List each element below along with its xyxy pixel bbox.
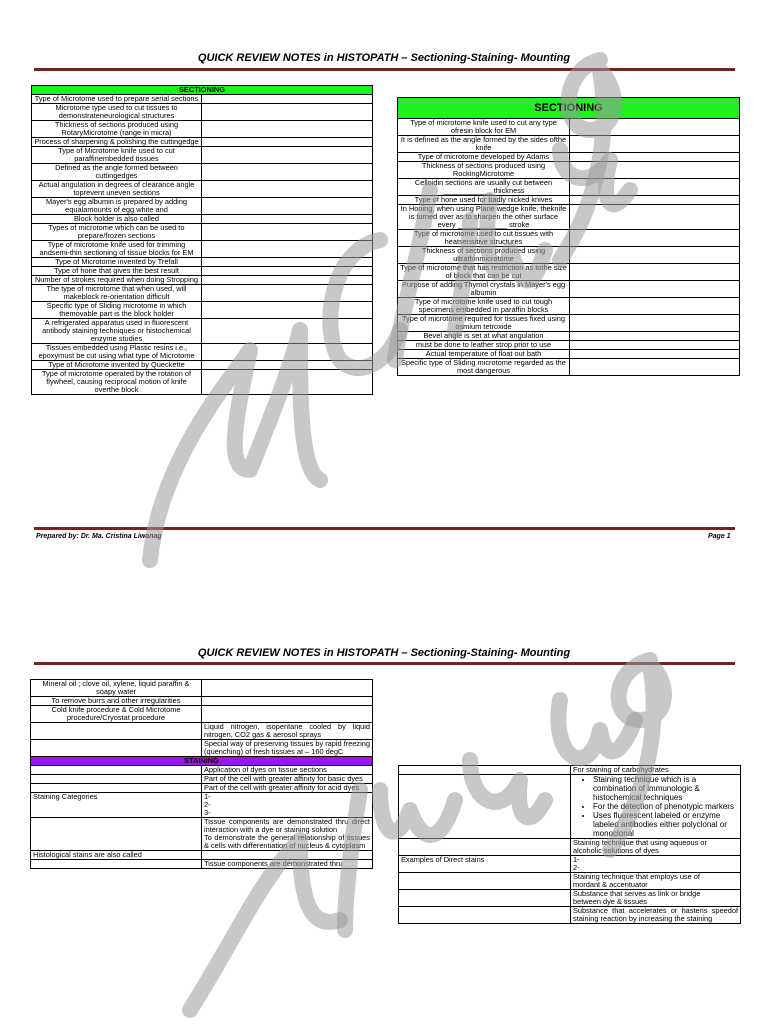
table-row	[32, 147, 373, 164]
table-row	[398, 247, 740, 264]
answer-cell	[202, 164, 373, 181]
question-cell: must be done to leather strop prior to use	[398, 341, 570, 350]
table-row	[32, 361, 373, 370]
answer-cell	[202, 267, 373, 276]
table-row	[398, 136, 740, 153]
answer-cell: Substance that accelerates or hastens speedof staining reaction by increasing the staining	[571, 907, 741, 924]
table-row	[31, 706, 373, 723]
answer-cell	[202, 258, 373, 267]
table-row	[398, 205, 740, 230]
answer-cell	[570, 264, 740, 281]
table-row	[398, 332, 740, 341]
question-cell: Histological stains are also called	[31, 851, 202, 860]
table-row	[32, 319, 373, 344]
table-row	[31, 680, 373, 697]
question-cell: Type of microtome required for tissues fixed using osmium tetroxide	[398, 315, 570, 332]
table-row	[32, 138, 373, 147]
page1-bottom-rule	[34, 527, 735, 530]
question-cell: A refrigerated apparatus used in fluorescent antibody staining techniques or histochemical enzyme studies	[32, 319, 202, 344]
question-cell	[31, 766, 202, 775]
answer-cell	[202, 181, 373, 198]
question-cell: Purpose of adding Thymol crystals in Mayer's egg albumin	[398, 281, 570, 298]
answer-cell: Special way of preserving tissues by rapid freezing (quenching) of fresh tissues at – 160 degC	[202, 740, 373, 757]
answer-cell	[570, 281, 740, 298]
table-row	[398, 281, 740, 298]
answer-cell: Application of dyes on tissue sections	[202, 766, 373, 775]
answer-cell: Tissue components are demonstrated thru	[202, 860, 373, 869]
question-cell: Type of microtome knife used to cut any type ofresin block for EM	[398, 119, 570, 136]
table-row	[31, 723, 373, 740]
table-row	[32, 267, 373, 276]
list-item: • For the detection of phenotypic markers	[593, 802, 738, 811]
answer-cell	[202, 344, 373, 361]
question-cell: To remove burrs and other irregularities	[31, 697, 202, 706]
table-row	[399, 775, 741, 839]
question-cell: Examples of Direct stains	[399, 856, 571, 873]
question-cell: Tissues embedded using Plastic resins i.e., epoxymust be cut using what type of Microtome	[32, 344, 202, 361]
answer-cell	[570, 247, 740, 264]
table-row	[32, 370, 373, 395]
question-cell: The type of microtome that when used, will makeblock re-orientation difficult	[32, 285, 202, 302]
answer-cell	[570, 196, 740, 205]
table-row	[31, 740, 373, 757]
table-row	[31, 851, 373, 860]
answer-cell	[202, 680, 373, 697]
table-row	[32, 198, 373, 215]
table-row	[31, 784, 373, 793]
question-cell: It is defined as the angle formed by the sides ofthe knife	[398, 136, 570, 153]
answer-cell	[202, 285, 373, 302]
page1-right-table	[397, 97, 740, 376]
page1-footer-author: Prepared by: Dr. Ma. Cristina Liwanag	[36, 533, 162, 540]
question-cell: Type of microtome that has restriction as tothe size of block that can be cut	[398, 264, 570, 281]
answer-cell	[570, 332, 740, 341]
question-cell: Staining Categories	[31, 793, 202, 818]
page1-top-rule	[34, 68, 735, 71]
question-cell: Type of Microtome invented by Trefall	[32, 258, 202, 267]
answer-cell	[570, 315, 740, 332]
bullet-list	[573, 775, 738, 838]
question-cell: Specific type of Sliding microtome in which themovable part is the block holder	[32, 302, 202, 319]
question-cell: Actual angulation in degrees of clearance angle toprevent uneven sections	[32, 181, 202, 198]
table-row	[32, 215, 373, 224]
answer-cell: Liquid nitrogen, isopentane cooled by liquid nitrogen, CO2 gas & aerosol sprays	[202, 723, 373, 740]
answer-cell	[570, 153, 740, 162]
table-row	[399, 873, 741, 890]
table-row	[398, 230, 740, 247]
answer-cell	[202, 241, 373, 258]
question-cell	[31, 740, 202, 757]
table-row	[398, 341, 740, 350]
answer-cell	[202, 121, 373, 138]
page2-top-rule	[34, 662, 735, 665]
answer-cell	[570, 298, 740, 315]
answer-cell	[202, 224, 373, 241]
table-row	[399, 890, 741, 907]
question-cell: Type of Microtome invented by Queckette	[32, 361, 202, 370]
table-row	[31, 793, 373, 818]
table-row	[32, 241, 373, 258]
question-cell: Type of Microtome knife used to cut paraffinembedded tissues	[32, 147, 202, 164]
question-cell: Specific type of Sliding microtome regarded as the most dangerous	[398, 359, 570, 376]
page1-left-table	[31, 85, 373, 395]
table-row	[32, 95, 373, 104]
question-cell: Thickness of sections produced using RotaryMicrotome (range in micra)	[32, 121, 202, 138]
answer-cell	[570, 350, 740, 359]
answer-cell	[202, 706, 373, 723]
question-cell: Thickness of sections produced using RockingMicrotome	[398, 162, 570, 179]
list-item: • Uses fluorescent labeled or enzyme labeled antibodies either polyclonal or monoclonal	[593, 811, 738, 838]
question-cell: Thickness of sections produced using ultrathinmicrotome	[398, 247, 570, 264]
question-cell	[31, 860, 202, 869]
answer-cell: 1- 2-	[571, 856, 741, 873]
table-row	[32, 164, 373, 181]
answer-cell	[202, 276, 373, 285]
answer-cell	[202, 147, 373, 164]
question-cell	[399, 766, 571, 775]
list-item: • Staining technique which is a combination of immunologic & histochemical techniques	[593, 775, 738, 802]
answer-cell: 1- 2- 3-	[202, 793, 373, 818]
table-row	[398, 315, 740, 332]
question-cell: Number of strokes required when doing Stropping	[32, 276, 202, 285]
table-row	[31, 766, 373, 775]
sectioning-header: SECTIONING	[32, 86, 373, 95]
answer-cell	[570, 359, 740, 376]
question-cell: Type of hone used for badly nicked knives	[398, 196, 570, 205]
question-cell: Bevel angle is set at what angulation	[398, 332, 570, 341]
question-cell	[31, 784, 202, 793]
table-row	[398, 196, 740, 205]
table-row	[399, 907, 741, 924]
question-cell	[31, 723, 202, 740]
table-row	[398, 298, 740, 315]
page1-footer-page: Page 1	[708, 533, 731, 540]
answer-cell	[202, 697, 373, 706]
answer-cell	[202, 215, 373, 224]
table-row	[32, 276, 373, 285]
table-row	[32, 258, 373, 267]
answer-cell: Staining technique that employs use of mordant & accentuator	[571, 873, 741, 890]
answer-cell	[570, 341, 740, 350]
table-row	[399, 766, 741, 775]
question-cell	[399, 839, 571, 856]
question-cell: Block holder is also called	[32, 215, 202, 224]
question-cell: Process of sharpening & polishing the cuttingedge	[32, 138, 202, 147]
question-cell	[31, 775, 202, 784]
table-row	[31, 818, 373, 851]
question-cell	[399, 775, 571, 839]
answer-cell	[571, 775, 741, 839]
answer-cell: For staining of carbohydrates	[571, 766, 741, 775]
question-cell: Actual temperature of float out bath	[398, 350, 570, 359]
page2-left-table	[30, 679, 373, 869]
question-cell: Type of microtome developed by Adams	[398, 153, 570, 162]
answer-cell	[202, 104, 373, 121]
answer-cell: Part of the cell with greater affinity for acid dyes	[202, 784, 373, 793]
page2-right-table	[398, 765, 741, 924]
table-row	[32, 121, 373, 138]
question-cell: Mayer's egg albumin is prepared by adding equalamounts of egg white and	[32, 198, 202, 215]
staining-header: STAINING	[31, 757, 373, 766]
table-row	[32, 285, 373, 302]
question-cell: In Honing, when using Plane wedge knife, theknife is turned over as to sharpen the other surface every ____________ stroke	[398, 205, 570, 230]
answer-cell: Tissue components are demonstrated thru direct interaction with a dye or staining solution To demonstrate the general relationship of tissues & cells with differentiation of nucleus & cytoplasm	[202, 818, 373, 851]
answer-cell: Staining technique that using aqueous or alcoholic solutions of dyes	[571, 839, 741, 856]
question-cell: Celloidin sections are usually cut between ____________ thickness	[398, 179, 570, 196]
table-row	[32, 181, 373, 198]
table-row	[398, 162, 740, 179]
table-row	[398, 350, 740, 359]
table-row	[32, 302, 373, 319]
question-cell	[399, 873, 571, 890]
page1-title: QUICK REVIEW NOTES in HISTOPATH – Sectioning-Staining- Mounting	[197, 52, 571, 64]
question-cell: Types of microtome which can be used to prepare/frozen sections	[32, 224, 202, 241]
question-cell: Type of microtome knife used for trimming andsemi-thin sectioning of tissue blocks for EM	[32, 241, 202, 258]
answer-cell: Part of the cell with greater affinity for basic dyes	[202, 775, 373, 784]
page2-title: QUICK REVIEW NOTES in HISTOPATH – Sectioning-Staining- Mounting	[197, 647, 571, 659]
question-cell: Cold knife procedure & Cold Microtome procedure/Cryostat procedure	[31, 706, 202, 723]
answer-cell	[202, 370, 373, 395]
question-cell: Type of Microtome used to prepare serial sections	[32, 95, 202, 104]
answer-cell	[202, 198, 373, 215]
answer-cell	[570, 230, 740, 247]
question-cell: Microtome type used to cut tissues to demonstrateneurological structures	[32, 104, 202, 121]
table-row	[398, 359, 740, 376]
question-cell: Defined as the angle formed between cuttingedges	[32, 164, 202, 181]
question-cell	[399, 890, 571, 907]
answer-cell	[570, 179, 740, 196]
table-row	[398, 153, 740, 162]
answer-cell	[202, 302, 373, 319]
table-row	[398, 119, 740, 136]
question-cell: Type of microtome operated by the rotation of flywheel, causing reciprocal motion of knife overthe block	[32, 370, 202, 395]
sectioning-header: SECTIONING	[398, 98, 740, 119]
question-cell: Type of microtome knife used to cut tough specimens embedded in paraffin blocks	[398, 298, 570, 315]
answer-cell	[570, 119, 740, 136]
table-row	[31, 860, 373, 869]
answer-cell	[202, 138, 373, 147]
answer-cell	[570, 136, 740, 153]
table-row	[399, 839, 741, 856]
question-cell: Type of microtome used to cut tissues with heatsensitive structures	[398, 230, 570, 247]
table-row	[398, 264, 740, 281]
answer-cell	[202, 361, 373, 370]
answer-cell: Substance that serves as link or bridge between dye & tissues	[571, 890, 741, 907]
question-cell	[31, 818, 202, 851]
table-row	[32, 344, 373, 361]
answer-cell	[202, 319, 373, 344]
table-row	[32, 104, 373, 121]
answer-cell	[202, 851, 373, 860]
table-row	[399, 856, 741, 873]
answer-cell	[570, 162, 740, 179]
answer-cell	[202, 95, 373, 104]
table-row	[398, 179, 740, 196]
question-cell: Mineral oil ; clove oil, xylene, liquid paraffin & soapy water	[31, 680, 202, 697]
table-row	[32, 224, 373, 241]
question-cell: Type of hone that gives the best result	[32, 267, 202, 276]
table-row	[31, 775, 373, 784]
question-cell	[399, 907, 571, 924]
table-row	[31, 697, 373, 706]
answer-cell	[570, 205, 740, 230]
